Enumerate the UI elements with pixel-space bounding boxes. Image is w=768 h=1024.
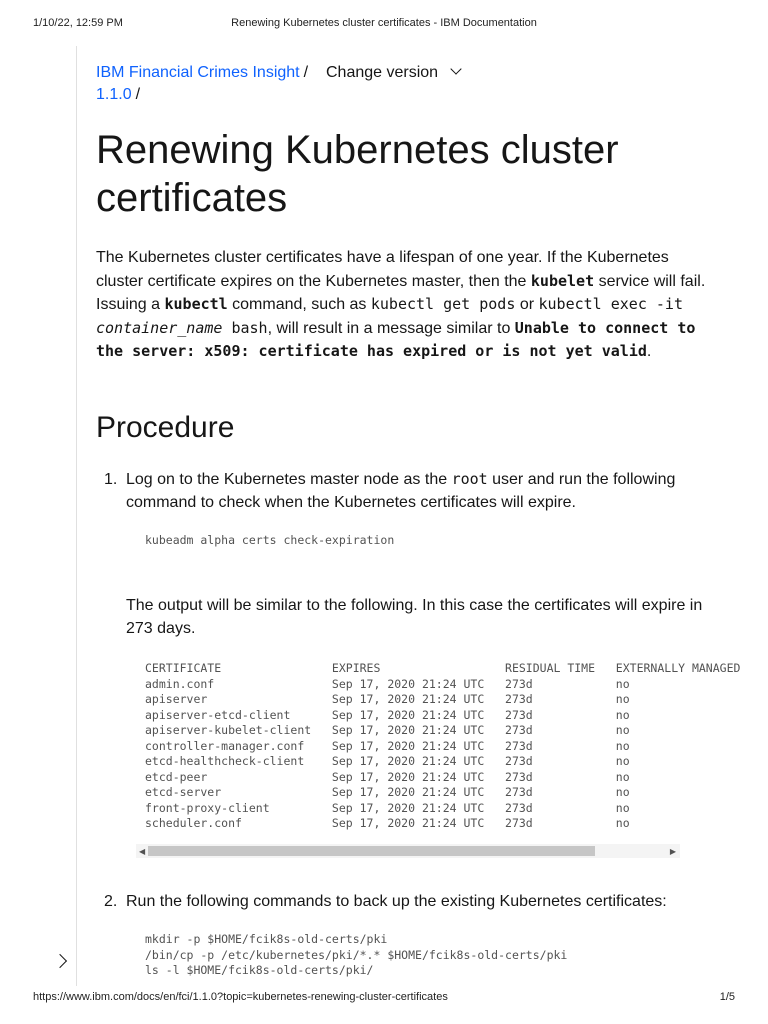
step-number: 1. bbox=[104, 471, 118, 488]
error-message: Unable to connect to the server: x509: certificate has expired or is not yet valid bbox=[96, 318, 696, 360]
chevron-down-icon bbox=[450, 63, 461, 74]
change-version-label: Change version bbox=[326, 64, 439, 81]
scrollbar-thumb[interactable] bbox=[148, 846, 595, 856]
step-text: user and run the following command to check when the Kubernetes certificates will expire. bbox=[126, 471, 676, 511]
example-command: bash bbox=[222, 318, 268, 337]
output-intro: The output will be similar to the following. In this case the certificates will expire in 273 days. bbox=[126, 597, 703, 637]
step-1-text bbox=[126, 468, 716, 514]
kubectl-term: kubectl bbox=[164, 295, 228, 313]
breadcrumb-separator: / bbox=[135, 86, 141, 103]
breadcrumb-version-link[interactable]: 1.1.0 bbox=[96, 86, 132, 103]
print-date: 1/10/22, 12:59 PM bbox=[33, 17, 123, 29]
intro-text: or bbox=[515, 296, 539, 313]
procedure-heading: Procedure bbox=[96, 411, 235, 444]
caret-right-icon[interactable]: ▶ bbox=[669, 847, 676, 856]
root-term: root bbox=[451, 470, 488, 488]
command-variable: container_name bbox=[96, 318, 223, 337]
intro-text: service will fail. Issuing a bbox=[96, 272, 706, 313]
step-2-text: Run the following commands to back up the existing Kubernetes certificates: bbox=[126, 893, 667, 910]
code-block-check-expiration: kubeadm alpha certs check-expiration bbox=[145, 533, 395, 547]
caret-left-icon[interactable]: ◀ bbox=[139, 847, 146, 856]
print-doc-title: Renewing Kubernetes cluster certificates - IBM Documentation bbox=[231, 17, 537, 29]
content-divider bbox=[76, 46, 77, 986]
code-block-backup: mkdir -p $HOME/fcik8s-old-certs/pki /bin/cp -p /etc/kubernetes/pki/*.* $HOME/fcik8s-old-certs/pki ls -l $HOME/fcik8s-old-certs/pki/ bbox=[145, 932, 568, 977]
change-version-button[interactable] bbox=[326, 62, 460, 84]
intro-text: . bbox=[646, 343, 652, 360]
page-title: Renewing Kubernetes cluster certificates bbox=[96, 128, 619, 220]
print-page-number: 1/5 bbox=[719, 991, 735, 1003]
breadcrumb-separator: / bbox=[303, 64, 309, 81]
intro-text: command, such as bbox=[227, 296, 371, 313]
intro-paragraph bbox=[96, 246, 716, 364]
code-block-output[interactable] bbox=[145, 661, 741, 832]
example-command: kubectl get pods bbox=[370, 295, 516, 313]
breadcrumb bbox=[96, 62, 312, 103]
step-text: Log on to the Kubernetes master node as the bbox=[126, 471, 452, 488]
intro-text: The Kubernetes cluster certificates have a lifespan of one year. If the Kubernetes cluster certificate expires on the Kubernetes master, then the bbox=[96, 249, 669, 290]
example-command: kubectl exec -it bbox=[538, 295, 683, 313]
intro-text: , will result in a message similar to bbox=[267, 319, 515, 337]
print-url: https://www.ibm.com/docs/en/fci/1.1.0?topic=kubernetes-renewing-cluster-certificates bbox=[33, 991, 448, 1003]
breadcrumb-product-link[interactable]: IBM Financial Crimes Insight bbox=[96, 64, 300, 81]
step-number: 2. bbox=[104, 893, 118, 910]
horizontal-scrollbar[interactable] bbox=[136, 844, 680, 858]
kubelet-term: kubelet bbox=[530, 271, 595, 290]
chevron-right-icon[interactable] bbox=[53, 954, 67, 968]
expiration-output: CERTIFICATE EXPIRES RESIDUAL TIME EXTERNALLY MANAGED admin.conf Sep 17, 2020 21:24 UTC 273d no apiserver Sep 17, 2020 21:24 UTC 273d no apiserver-etcd-client Sep 17, 2020 21:24 UTC 273d no apiserver-kubelet-client Sep 17, 2020 21:24 UTC 273d no controller-manager.conf Sep 17, 2020 21:24 UTC 273d no etcd-healthcheck-client Sep 17, 2020 21:24 UTC 273d no etcd-peer Sep 17, 2020 21:24 UTC 273d no etcd-server Sep 17, 2020 21:24 UTC 273d no front-proxy-client Sep 17, 2020 21:24 UTC 273d no scheduler.conf Sep 17, 2020 21:24 UTC 273d no bbox=[145, 661, 741, 830]
